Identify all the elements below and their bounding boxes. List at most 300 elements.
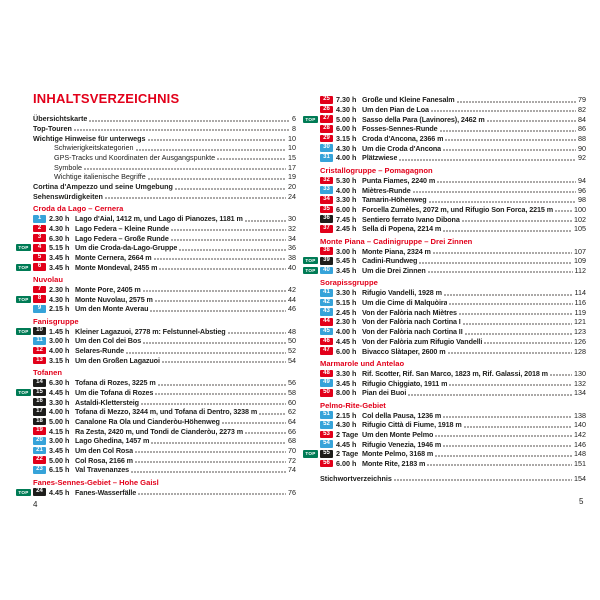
dot-leader: [131, 471, 286, 473]
dot-leader: [138, 493, 286, 495]
dot-leader: [459, 313, 573, 315]
tour-number-badge: 14: [33, 379, 46, 387]
tour-duration: 2.30 h: [49, 285, 70, 295]
tour-page-number: 58: [288, 387, 296, 397]
dot-leader: [555, 210, 572, 212]
index-entry: [320, 473, 586, 483]
tour-duration: 4.00 h: [49, 407, 70, 417]
tour-page-number: 109: [574, 256, 586, 266]
tour-duration: 3.45 h: [336, 378, 357, 388]
dot-leader: [484, 342, 572, 344]
tour-title: Lago d'Aial, 1412 m, und Lago di Pianozes, 1181 m: [75, 214, 243, 224]
tour-number-badge: 23: [33, 466, 46, 474]
tour-section: [320, 278, 586, 356]
toc-tour-entry: [320, 307, 586, 317]
toc-tour-entry: [33, 224, 296, 234]
tour-number-badge: 33: [320, 186, 333, 194]
top-tour-badge: TOP: [16, 489, 31, 496]
tour-number-badge: 22: [33, 456, 46, 464]
tour-duration: 4.00 h: [336, 185, 357, 195]
tour-title: Sentiero ferrato Ivano Dibona: [362, 214, 460, 224]
tour-number-badge: 37: [320, 225, 333, 233]
dot-leader: [89, 120, 290, 122]
intro-label: Sehenswürdigkeiten: [33, 191, 103, 201]
tour-duration: 4.00 h: [336, 153, 357, 163]
tour-number-badge: 51: [320, 411, 333, 419]
tour-duration: 3.30 h: [336, 195, 357, 205]
tour-duration: 3.00 h: [49, 336, 70, 346]
tour-duration: 4.45 h: [336, 336, 357, 346]
toc-tour-entry: [320, 185, 586, 195]
tour-duration: 4.30 h: [336, 143, 357, 153]
toc-tour-entry: [33, 446, 296, 456]
tour-title: Forcella Zumèles, 2072 m, und Rifugio Son Forca, 2215 m: [362, 204, 554, 214]
tour-page-number: 46: [288, 304, 296, 314]
tour-number-badge: 53: [320, 431, 333, 439]
dot-leader: [437, 181, 576, 183]
dot-leader: [444, 294, 573, 296]
tour-number-badge: 55: [320, 450, 333, 458]
tour-page-number: 100: [574, 204, 586, 214]
dot-leader: [443, 230, 572, 232]
tour-duration: 2 Tage: [336, 449, 359, 459]
top-tour-badge: TOP: [16, 244, 31, 251]
tour-duration: 2.30 h: [49, 214, 70, 224]
tour-title: Fanes-Wasserfälle: [75, 487, 137, 497]
dot-leader: [143, 290, 286, 292]
tour-duration: 2.45 h: [336, 224, 357, 234]
dot-leader: [435, 455, 572, 457]
tour-title: Monte Cernera, 2664 m: [75, 252, 152, 262]
tour-page-number: 146: [574, 439, 586, 449]
left-page-number: 4: [33, 500, 38, 509]
tour-number-badge: 38: [320, 247, 333, 255]
tour-duration: 6.30 h: [49, 378, 70, 388]
tour-duration: 3.30 h: [49, 397, 70, 407]
tour-page-number: 86: [578, 124, 586, 134]
dot-leader: [135, 451, 286, 453]
toc-tour-entry: [320, 246, 586, 256]
toc-tour-entry: [320, 346, 586, 356]
toc-intro-entry: [33, 162, 296, 172]
tour-title: Miètres-Runde: [362, 185, 411, 195]
tour-page-number: 84: [578, 114, 586, 124]
tour-number-badge: 35: [320, 206, 333, 214]
toc-tour-entry: [320, 214, 586, 224]
section-heading: Monte Piana – Cadinigruppe – Drei Zinnen: [320, 236, 473, 246]
tour-duration: 2 Tage: [336, 430, 359, 440]
top-tour-badge: TOP: [16, 389, 31, 396]
section-heading: Cristallogruppe – Pomagagnon: [320, 165, 433, 175]
dot-leader: [158, 384, 286, 386]
tour-page-number: 92: [578, 153, 586, 163]
toc-tour-entry: [33, 465, 296, 475]
dot-leader: [443, 445, 572, 447]
tour-title: Monte Piana, 2324 m: [362, 246, 431, 256]
tour-number-badge: 7: [33, 286, 46, 294]
dot-leader: [151, 442, 286, 444]
tour-duration: 4.15 h: [49, 426, 70, 436]
toc-tour-entry: [305, 266, 586, 276]
tour-title: Rifugio Chiggiato, 1911 m: [362, 378, 448, 388]
dot-leader: [408, 394, 572, 396]
intro-page-number: 15: [288, 153, 296, 163]
right-page-number: 5: [579, 497, 584, 506]
tour-title: Rif. Scotter, Rif. San Marco, 1823 m, Rif. Galassi, 2018 m: [362, 368, 548, 378]
intro-label: Schwierigkeitskategorien: [54, 143, 134, 153]
section-heading: Marmarole und Antelao: [320, 358, 405, 368]
toc-tour-entry: [320, 298, 586, 308]
intro-page-number: 8: [292, 124, 296, 134]
dot-leader: [126, 352, 286, 354]
page-title: INHALTSVERZEICHNIS: [33, 91, 180, 106]
toc-tour-entry: [320, 420, 586, 430]
dot-leader: [465, 333, 572, 335]
tour-number-badge: 24: [33, 488, 46, 496]
tour-title: Selares-Runde: [75, 346, 125, 356]
tour-page-number: 56: [288, 378, 296, 388]
tour-page-number: 98: [578, 195, 586, 205]
tour-page-number: 62: [288, 407, 296, 417]
tour-page-number: 107: [574, 246, 586, 256]
toc-tour-entry: [320, 327, 586, 337]
tour-title: Sasso della Para (Lavinores), 2462 m: [362, 114, 485, 124]
tour-page-number: 42: [288, 285, 296, 295]
tour-duration: 5.15 h: [49, 243, 70, 253]
intro-label: Wichtige italienische Begriffe: [54, 172, 146, 182]
tour-number-badge: 46: [320, 338, 333, 346]
toc-intro-entry: [33, 192, 296, 202]
tour-number-badge: 11: [33, 337, 46, 345]
tour-number-badge: 44: [320, 318, 333, 326]
tour-number-badge: 34: [320, 196, 333, 204]
dot-leader: [143, 342, 286, 344]
tour-page-number: 132: [574, 378, 586, 388]
tour-page-number: 134: [574, 388, 586, 398]
tour-duration: 2.30 h: [336, 317, 357, 327]
tour-page-number: 116: [574, 298, 586, 308]
toc-tour-entry: [320, 224, 586, 234]
tour-number-badge: 27: [320, 115, 333, 123]
tour-number-badge: 32: [320, 177, 333, 185]
toc-tour-entry: [33, 455, 296, 465]
tour-duration: 8.00 h: [336, 388, 357, 398]
dot-leader: [245, 432, 286, 434]
tour-title: Punta Fiames, 2240 m: [362, 175, 436, 185]
tour-page-number: 64: [288, 416, 296, 426]
intro-label: Übersichtskarte: [33, 114, 88, 124]
tour-title: Tamarin-Höhenweg: [362, 195, 427, 205]
intro-label: Wichtige Hinweise für unterwegs: [33, 133, 146, 143]
tour-page-number: 90: [578, 143, 586, 153]
left-tour-sections: [18, 204, 296, 497]
intro-page-number: 19: [288, 172, 296, 182]
tour-page-number: 148: [574, 449, 586, 459]
tour-page-number: 79: [578, 95, 586, 105]
toc-tour-entry: [320, 143, 586, 153]
dot-leader: [433, 252, 572, 254]
intro-label: Top-Touren: [33, 124, 72, 134]
dot-leader: [179, 249, 286, 251]
tour-page-number: 102: [574, 214, 586, 224]
tour-page-number: 138: [574, 410, 586, 420]
dot-leader: [449, 384, 572, 386]
toc-tour-entry: [18, 262, 296, 272]
tour-page-number: 30: [288, 214, 296, 224]
tour-section: [305, 236, 586, 276]
tour-page-number: 76: [288, 487, 296, 497]
tour-duration: 5.00 h: [49, 416, 70, 426]
dot-leader: [245, 220, 286, 222]
toc-tour-entry: [33, 397, 296, 407]
dot-leader: [443, 416, 572, 418]
toc-tour-entry: [320, 288, 586, 298]
dot-leader: [394, 479, 572, 481]
dot-leader: [419, 262, 572, 264]
tour-title: Astaldi-Klettersteig: [75, 397, 139, 407]
toc-intro-entry: [33, 124, 296, 134]
tour-page-number: 44: [288, 294, 296, 304]
right-tour-sections: [305, 95, 586, 469]
toc-tour-entry: [33, 356, 296, 366]
tour-title: Um den Pian de Loa: [362, 105, 429, 115]
tour-section: [18, 316, 296, 365]
toc-tour-entry: [33, 407, 296, 417]
toc-tour-entry: [33, 336, 296, 346]
section-heading: Croda da Lago – Cernera: [33, 204, 124, 214]
toc-tour-entry: [33, 233, 296, 243]
toc-tour-entry: [18, 243, 296, 253]
tour-title: Um den Col Rosa: [75, 446, 134, 456]
tour-title: Col Rosa, 2166 m: [75, 455, 133, 465]
index-label: Stichwortverzeichnis: [320, 473, 392, 483]
dot-leader: [105, 197, 286, 199]
toc-tour-entry: [33, 214, 296, 224]
tour-page-number: 88: [578, 134, 586, 144]
tour-title: Monte Rite, 2183 m: [362, 459, 426, 469]
tour-number-badge: 41: [320, 289, 333, 297]
index-page-number: 154: [574, 473, 586, 483]
tour-duration: 5.45 h: [336, 256, 357, 266]
toc-tour-entry: [33, 417, 296, 427]
toc-intro-entry: [33, 172, 296, 182]
tour-number-badge: 54: [320, 440, 333, 448]
toc-tour-entry: [320, 105, 586, 115]
tour-page-number: 54: [288, 355, 296, 365]
tour-title: Von der Falòria nach Cortina II: [362, 327, 463, 337]
tour-section: [18, 368, 296, 475]
tour-page-number: 68: [288, 436, 296, 446]
dot-leader: [462, 220, 572, 222]
tour-title: Lago Federa – Große Runde: [75, 233, 169, 243]
intro-page-number: 6: [292, 114, 296, 124]
top-tour-badge: TOP: [303, 267, 318, 274]
tour-title: Kleiner Lagazuoi, 2778 m: Felstunnel-Abstieg: [75, 326, 226, 336]
toc-tour-entry: [320, 410, 586, 420]
toc-tour-entry: [320, 205, 586, 215]
tour-duration: 4.30 h: [336, 420, 357, 430]
tour-duration: 3.15 h: [49, 355, 70, 365]
top-tour-badge: TOP: [16, 264, 31, 271]
tour-number-badge: 56: [320, 460, 333, 468]
dot-leader: [84, 168, 286, 170]
tour-title: Sella di Popena, 2214 m: [362, 224, 442, 234]
tour-title: Rifugio Venezia, 1946 m: [362, 439, 442, 449]
toc-intro-entry: [33, 114, 296, 124]
tour-title: Tofana di Rozes, 3225 m: [75, 378, 156, 388]
top-tour-badge: TOP: [16, 328, 31, 335]
tour-number-badge: 5: [33, 254, 46, 262]
tour-duration: 7.30 h: [336, 95, 357, 105]
dot-leader: [550, 374, 572, 376]
tour-section: [18, 204, 296, 272]
toc-tour-entry: [320, 439, 586, 449]
section-heading: Tofanen: [33, 368, 62, 378]
tour-page-number: 94: [578, 175, 586, 185]
tour-page-number: 123: [574, 327, 586, 337]
tour-duration: 2.15 h: [49, 304, 70, 314]
intro-page-number: 10: [288, 133, 296, 143]
top-tour-badge: TOP: [303, 257, 318, 264]
dot-leader: [443, 149, 576, 151]
tour-duration: 6.00 h: [336, 459, 357, 469]
toc-tour-entry: [305, 114, 586, 124]
tour-title: Plätzwiese: [362, 153, 398, 163]
tour-page-number: 128: [574, 346, 586, 356]
tour-number-badge: 47: [320, 347, 333, 355]
tour-title: Lago Ghedina, 1457 m: [75, 436, 150, 446]
tour-duration: 2.15 h: [336, 410, 357, 420]
tour-duration: 4.00 h: [49, 346, 70, 356]
dot-leader: [171, 239, 286, 241]
toc-intro-entry: [33, 182, 296, 192]
dot-leader: [448, 352, 572, 354]
dot-leader: [222, 422, 286, 424]
tour-title: Von der Falòria zum Rifugio Vandelli: [362, 336, 483, 346]
tour-number-badge: 30: [320, 144, 333, 152]
tour-number-badge: 6: [33, 263, 46, 271]
tour-page-number: 112: [574, 266, 586, 276]
dot-leader: [74, 129, 290, 131]
tour-duration: 4.30 h: [49, 294, 70, 304]
tour-title: Col della Pausa, 1236 m: [362, 410, 442, 420]
dot-leader: [431, 110, 576, 112]
toc-tour-entry: [33, 426, 296, 436]
tour-page-number: 151: [574, 459, 586, 469]
tour-page-number: 72: [288, 455, 296, 465]
tour-duration: 4.30 h: [336, 105, 357, 115]
tour-duration: 1.45 h: [49, 326, 70, 336]
tour-number-badge: 42: [320, 299, 333, 307]
toc-tour-entry: [320, 369, 586, 379]
tour-number-badge: 10: [33, 327, 46, 335]
tour-page-number: 36: [288, 243, 296, 253]
tour-number-badge: 13: [33, 357, 46, 365]
toc-tour-entry: [33, 346, 296, 356]
toc-tour-entry: [320, 430, 586, 440]
intro-page-number: 17: [288, 162, 296, 172]
dot-leader: [435, 435, 572, 437]
dot-leader: [440, 130, 576, 132]
dot-leader: [464, 426, 572, 428]
tour-duration: 6.00 h: [336, 124, 357, 134]
dot-leader: [135, 461, 286, 463]
tour-title: Um die Tofana di Rozes: [75, 387, 154, 397]
dot-leader: [175, 188, 286, 190]
tour-page-number: 70: [288, 446, 296, 456]
tour-section: [320, 166, 586, 234]
tour-page-number: 126: [574, 336, 586, 346]
dot-leader: [171, 229, 286, 231]
tour-duration: 5.00 h: [336, 114, 357, 124]
dot-leader: [427, 464, 572, 466]
dot-leader: [487, 120, 576, 122]
dot-leader: [136, 149, 286, 151]
toc-tour-entry: [320, 124, 586, 134]
tour-page-number: 105: [574, 224, 586, 234]
tour-section: [18, 275, 296, 314]
tour-duration: 6.00 h: [336, 204, 357, 214]
tour-title: Lago Federa – Kleine Runde: [75, 223, 170, 233]
toc-tour-entry: [33, 304, 296, 314]
tour-duration: 3.45 h: [49, 446, 70, 456]
toc-intro-entry: [33, 143, 296, 153]
tour-page-number: 140: [574, 420, 586, 430]
toc-intro-entry: [33, 133, 296, 143]
tour-duration: 3.15 h: [336, 134, 357, 144]
top-tour-badge: TOP: [303, 450, 318, 457]
intro-list: [33, 114, 296, 201]
toc-tour-entry: [320, 195, 586, 205]
tour-title: Monte Pore, 2405 m: [75, 285, 141, 295]
toc-tour-entry: [320, 337, 586, 347]
tour-number-badge: 8: [33, 295, 46, 303]
tour-title: Monte Mondeval, 2455 m: [75, 262, 158, 272]
tour-page-number: 96: [578, 185, 586, 195]
tour-title: Große und Kleine Fanesalm: [362, 95, 455, 105]
tour-duration: 2.45 h: [336, 307, 357, 317]
tour-title: Fosses-Sennes-Runde: [362, 124, 438, 134]
toc-tour-entry: [320, 153, 586, 163]
section-heading: Fanes-Sennes-Gebiet – Hohe Gaisl: [33, 477, 159, 487]
tour-number-badge: 3: [33, 234, 46, 242]
intro-page-number: 20: [288, 182, 296, 192]
tour-number-badge: 25: [320, 96, 333, 104]
tour-duration: 4.45 h: [49, 387, 70, 397]
tour-number-badge: 16: [33, 398, 46, 406]
toc-tour-entry: [305, 449, 586, 459]
tour-number-badge: 43: [320, 308, 333, 316]
dot-leader: [148, 139, 286, 141]
tour-number-badge: 21: [33, 447, 46, 455]
tour-number-badge: 2: [33, 225, 46, 233]
tour-duration: 5.15 h: [336, 298, 357, 308]
tour-duration: 5.30 h: [336, 175, 357, 185]
tour-duration: 3.00 h: [49, 436, 70, 446]
dot-leader: [155, 393, 286, 395]
tour-number-badge: 15: [33, 389, 46, 397]
tour-number-badge: 52: [320, 421, 333, 429]
tour-duration: 3.30 h: [336, 288, 357, 298]
tour-title: Um die Cime di Malquòira: [362, 298, 448, 308]
tour-duration: 3.45 h: [49, 262, 70, 272]
toc-tour-entry: [320, 134, 586, 144]
tour-section: [320, 359, 586, 398]
tour-duration: 4.45 h: [336, 439, 357, 449]
intro-label: Symbole: [54, 162, 82, 172]
tour-title: Tofana di Mezzo, 3244 m, und Tofana di Dentro, 3238 m: [75, 407, 258, 417]
tour-section: [305, 400, 586, 469]
